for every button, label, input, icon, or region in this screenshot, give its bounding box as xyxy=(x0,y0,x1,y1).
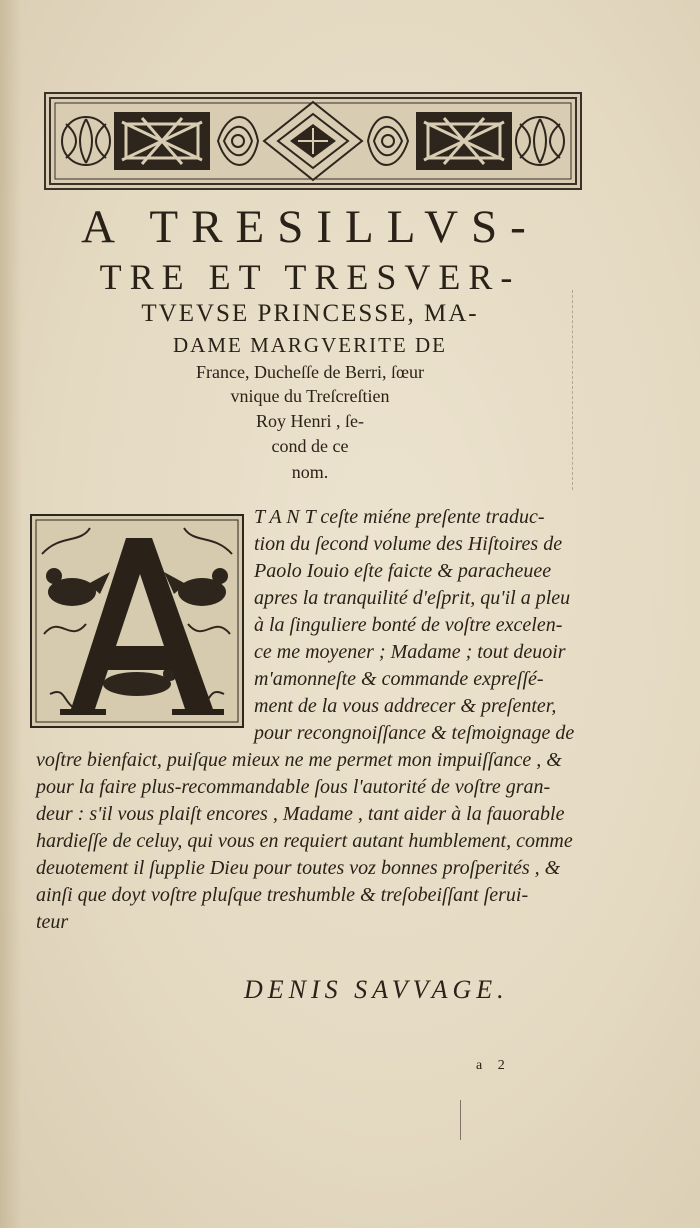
body-line-3: Paolo Iouio eſte faicte & paracheuee xyxy=(254,560,552,582)
title-line-3: TVEVSE PRINCESSE, MA- xyxy=(141,300,479,327)
body-line-7: m'amonneſte & commande expreſſé- xyxy=(254,668,544,690)
title-line-4: DAME MARGVERITE DE xyxy=(173,333,447,357)
title-line-1: A TRESILLVS- xyxy=(81,201,539,253)
body-line-9: pour recongnoiſſance & teſmoignage de xyxy=(254,722,575,744)
body-line-13: hardieſſe de celuy, qui vous en requiert autant humblement, comme xyxy=(36,830,573,852)
body-line-10: voſtre bienfaict, puiſque mieux ne me permet mon impuiſſance , & xyxy=(36,749,562,771)
body-line-15: ainſi que doyt voſtre pluſque treshumble & treſobeiſſant ſerui- xyxy=(36,884,529,906)
headpiece-ornament-icon xyxy=(46,94,580,188)
title-line-8: cond de ce xyxy=(271,436,349,456)
body-line-4: apres la tranquilité d'eſprit, qu'il a pleu xyxy=(254,587,571,609)
body-line-11: pour la faire plus-recommandable ſous l'autorité de voſtre gran- xyxy=(36,776,551,798)
body-line-12: deur : s'il vous plaiſt encores , Madame , tant aider à la fauorable xyxy=(36,803,565,825)
body-line-6: ce me moyener ; Madame ; tout deuoir xyxy=(254,641,566,663)
title-line-2: TRE ET TRESVER- xyxy=(99,257,521,297)
body-line-5: à la ſinguliere bonté de voſtre excelen- xyxy=(254,614,563,636)
woodcut-initial-icon xyxy=(30,514,244,728)
body-line-1: T A N T ceſte miéne preſente traduc- xyxy=(254,506,545,528)
body-line-16: teur xyxy=(36,911,69,933)
title-line-6: vnique du Treſcreſtien xyxy=(230,386,390,406)
page-gutter-shadow xyxy=(0,0,22,1228)
body-line-14: deuotement il ſupplie Dieu pour toutes voz bonnes proſperités , & xyxy=(36,857,561,879)
ornamental-headpiece xyxy=(44,92,582,190)
title-line-7: Roy Henri , ſe- xyxy=(256,411,364,431)
body-line-8: ment de la vous addrecer & preſenter, xyxy=(254,695,557,717)
body-line-2: tion du ſecond volume des Hiſtoires de xyxy=(254,533,563,555)
signature-mark: a 2 xyxy=(476,1058,511,1073)
signature: DENIS SAVVAGE. xyxy=(244,975,509,1004)
title-line-9: nom. xyxy=(291,462,329,482)
decorated-initial xyxy=(30,514,244,728)
paper-mark xyxy=(460,1100,463,1140)
title-line-5: France, Ducheſſe de Berri, ſœur xyxy=(196,362,424,382)
